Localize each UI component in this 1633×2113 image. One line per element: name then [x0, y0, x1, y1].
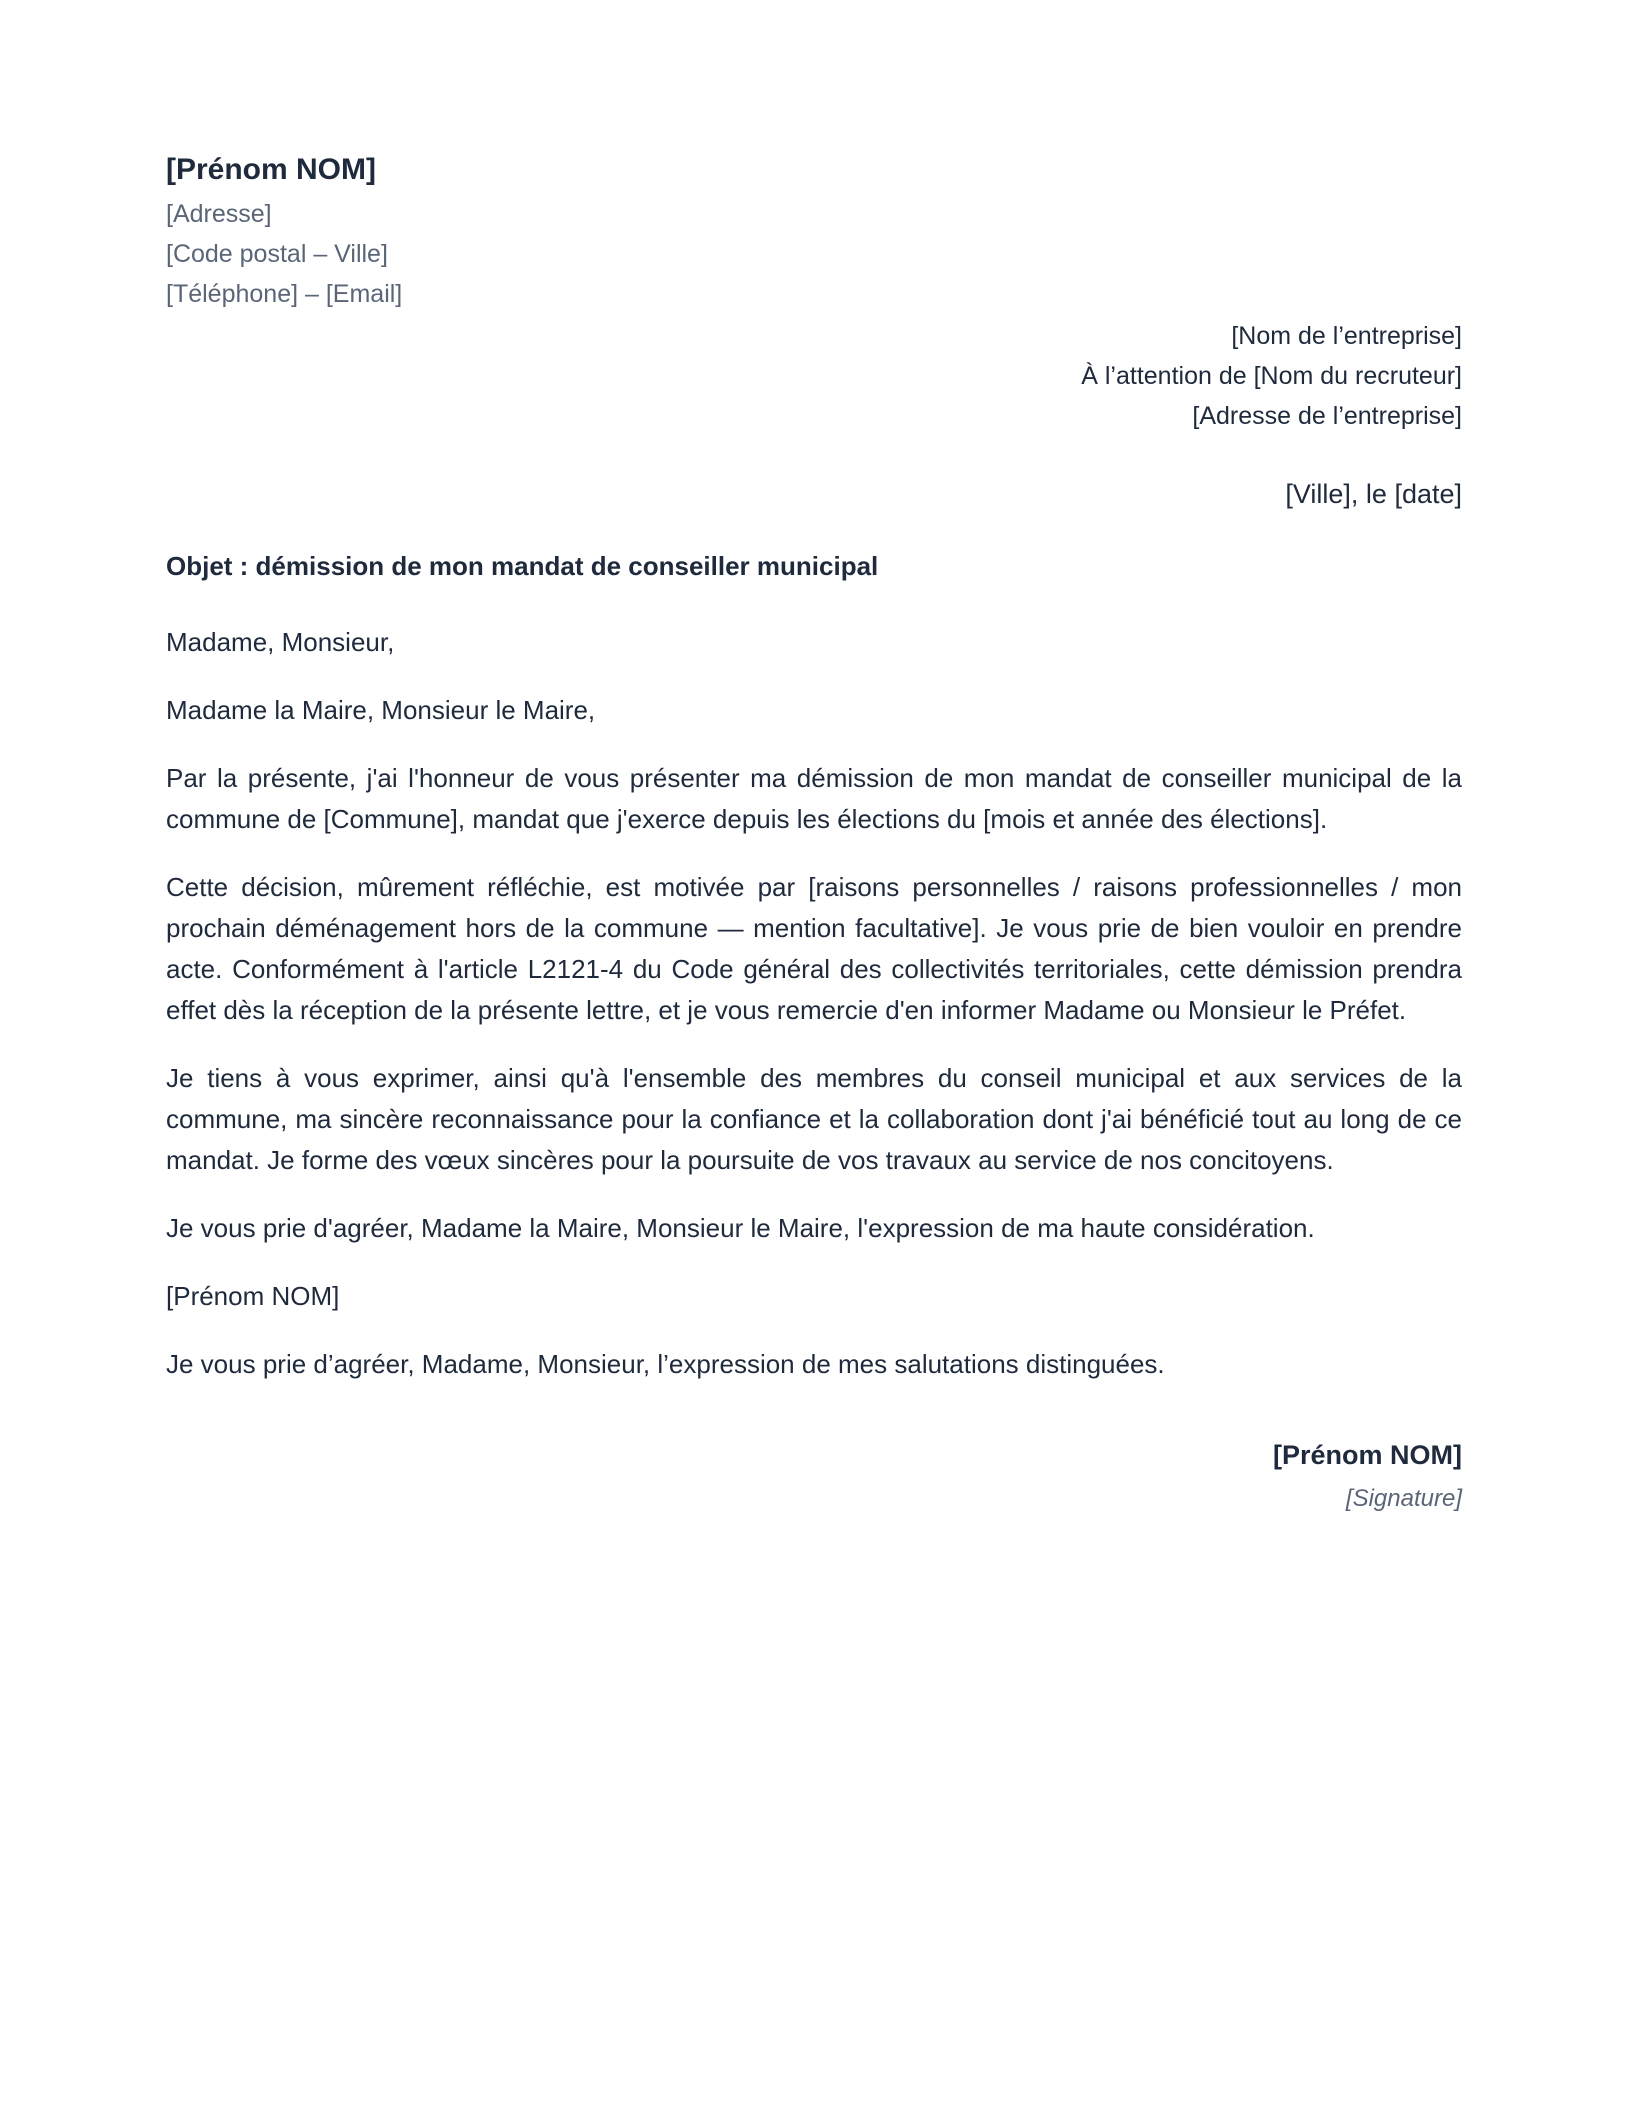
body-paragraph-3: Je tiens à vous exprimer, ainsi qu'à l'ensemble des membres du conseil municipal et aux services de la commune, ma sincère reconnaissance pour la confiance et la collaboration dont j'ai bénéficié tout au long de ce mandat. Je forme des vœux sincères pour la poursuite de vos travaux au service de nos concitoyens.: [166, 1063, 1462, 1175]
closing-name: [Prénom NOM]: [1273, 1440, 1462, 1470]
body-paragraph-5: Je vous prie d’agréer, Madame, Monsieur, l’expression de mes salutations distinguées.: [166, 1349, 1165, 1379]
subject-line: Objet : démission de mon mandat de conseiller municipal: [166, 551, 879, 581]
sender-contact: [Téléphone] – [Email]: [166, 280, 403, 308]
signature-placeholder: [Signature]: [1345, 1485, 1462, 1512]
body-paragraph-2: Cette décision, mûrement réfléchie, est motivée par [raisons personnelles / raisons professionnelles / mon prochain déménagement hors de la commune — mention facultative]. Je vous prie de bien vouloir en prendre acte. Conformément à l'article L2121-4 du Code général des collectivités territoriales, cette démission prendra effet dès la réception de la présente lettre, et je vous remercie d'en informer Madame ou Monsieur le Préfet.: [166, 872, 1462, 1025]
inline-signer-name: [Prénom NOM]: [166, 1281, 340, 1311]
recipient-address: [Adresse de l’entreprise]: [1192, 402, 1462, 430]
recipient-attention: À l’attention de [Nom du recruteur]: [1081, 362, 1462, 390]
letter-body: [166, 622, 1462, 1385]
body-paragraph-1: Par la présente, j'ai l'honneur de vous présenter ma démission de mon mandat de conseiller municipal de la commune de [Commune], mandat que j'exerce depuis les élections du [mois et année des élections].: [166, 763, 1462, 834]
date-line: [Ville], le [date]: [1285, 479, 1462, 509]
closing-block: [166, 1435, 1462, 1519]
salutation: Madame, Monsieur,: [166, 627, 395, 657]
body-paragraph-4: Je vous prie d'agréer, Madame la Maire, Monsieur le Maire, l'expression de ma haute considération.: [166, 1213, 1315, 1243]
sender-name: [Prénom NOM]: [166, 153, 376, 186]
sender-address: [Adresse]: [166, 200, 272, 228]
sender-postal-city: [Code postal – Ville]: [166, 240, 388, 268]
recipient-company: [Nom de l’entreprise]: [1231, 322, 1462, 350]
recipient-block: [166, 316, 1462, 436]
salutation-mayor: Madame la Maire, Monsieur le Maire,: [166, 695, 596, 725]
letter-page: [166, 150, 1462, 1519]
sender-block: [166, 150, 1462, 314]
